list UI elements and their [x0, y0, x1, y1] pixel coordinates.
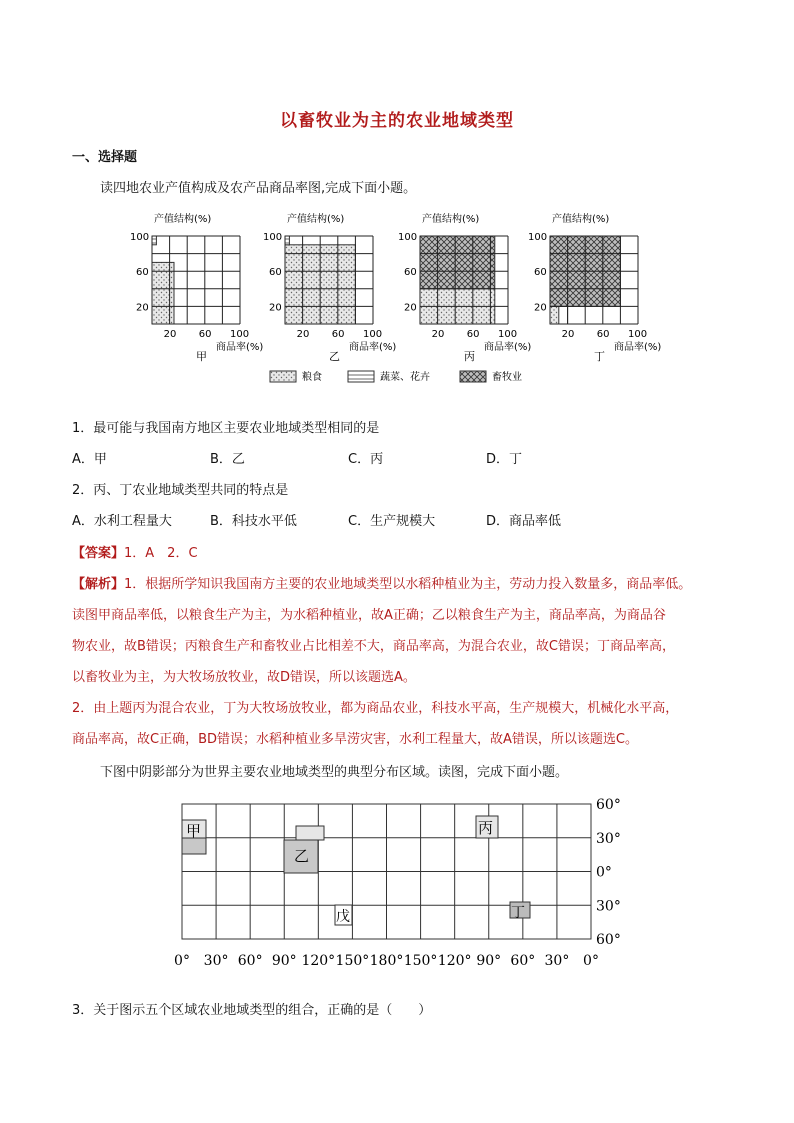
- region-label-wu: 戊: [336, 909, 350, 925]
- legend-vegetable-label: 蔬菜、花卉: [380, 372, 430, 383]
- question-2-option-a[interactable]: A．水利工程量大: [72, 514, 172, 529]
- answer-block: [72, 542, 198, 561]
- longitude-label: 0°: [174, 953, 190, 969]
- y-tick-label: 60: [269, 267, 282, 279]
- x-axis-label: 商品率(%): [349, 342, 397, 353]
- latitude-label: 30°: [596, 898, 621, 915]
- x-tick-label: 100: [363, 329, 383, 340]
- longitude-label: 180°: [369, 953, 404, 969]
- x-tick-label: 20: [561, 329, 575, 340]
- answer-text: 1．A 2．C: [124, 546, 198, 561]
- analysis-line-4: 以畜牧业为主，为大牧场放牧业，故D错误，所以该题选A。: [72, 670, 416, 685]
- longitude-label: 60°: [510, 953, 536, 969]
- panel-name-丁: 丁: [594, 350, 605, 363]
- analysis-line-5: 2．由上题丙为混合农业，丁为大牧场放牧业，都为商品农业，科技水平高，生产规模大，机械化水平高，: [72, 701, 679, 716]
- answer-tag: 【答案】: [72, 546, 125, 561]
- legend-livestock-label: 畜牧业: [492, 372, 522, 383]
- y-axis-label: 产值结构(%): [154, 214, 212, 225]
- y-axis-label: 产值结构(%): [287, 214, 345, 225]
- intro-text-2: 下图中阴影部分为世界主要农业地域类型的典型分布区域。读图，完成下面小题。: [100, 765, 569, 780]
- region-label-ding: 丁: [511, 905, 525, 921]
- analysis-tag: 【解析】: [72, 577, 125, 592]
- y-axis-label: 产值结构(%): [422, 214, 480, 225]
- y-tick-label: 100: [398, 232, 418, 243]
- intro-text-1: 读四地农业产值构成及农产品商品率图,完成下面小题。: [100, 181, 417, 196]
- y-tick-label: 20: [534, 302, 547, 314]
- page-title: 以畜牧业为主的农业地域类型: [280, 111, 514, 131]
- x-tick-label: 60: [198, 329, 212, 340]
- x-tick-label: 60: [466, 329, 480, 340]
- latitude-label: 0°: [596, 864, 612, 881]
- x-tick-label: 20: [296, 329, 310, 340]
- longitude-label: 90°: [271, 953, 297, 969]
- vegetable-area: [152, 236, 156, 245]
- question-2-stem: 2．丙、丁农业地域类型共同的特点是: [72, 483, 289, 498]
- analysis-line-1: [72, 573, 691, 592]
- legend-grain-label: 粮食: [302, 372, 322, 383]
- question-1-option-a[interactable]: A．甲: [72, 452, 107, 467]
- y-tick-label: 20: [136, 302, 149, 314]
- question-3-stem: 3．关于图示五个区域农业地域类型的组合，正确的是（ ）: [72, 1003, 432, 1018]
- production-structure-chart: [120, 206, 680, 402]
- y-tick-label: 60: [136, 267, 149, 279]
- analysis-line-2: 读图甲商品率低，以粮食生产为主，为水稻种植业，故A正确；乙以粮食生产为主，商品率高，为商品谷: [72, 608, 666, 623]
- y-tick-label: 100: [528, 232, 548, 243]
- panel-name-乙: 乙: [329, 350, 340, 363]
- y-tick-label: 60: [404, 267, 417, 279]
- region-jia-shade: [182, 838, 206, 854]
- legend-grain-swatch: [270, 371, 296, 382]
- x-axis-label: 商品率(%): [216, 342, 264, 353]
- longitude-label: 30°: [544, 953, 570, 969]
- region-label-bing: 丙: [478, 819, 494, 837]
- x-tick-label: 100: [230, 329, 250, 340]
- x-tick-label: 20: [163, 329, 177, 340]
- longitude-label: 90°: [476, 953, 502, 969]
- section-heading: 一、选择题: [72, 150, 138, 165]
- panel-name-丙: 丙: [464, 350, 475, 363]
- longitude-label: 0°: [583, 953, 599, 969]
- y-axis-label: 产值结构(%): [552, 214, 610, 225]
- region-label-yi: 乙: [294, 847, 310, 865]
- y-tick-label: 20: [269, 302, 282, 314]
- question-1-option-d[interactable]: D．丁: [486, 452, 523, 467]
- question-1-option-b[interactable]: B．乙: [210, 452, 245, 467]
- livestock-area: [420, 236, 495, 289]
- question-2-option-b[interactable]: B．科技水平低: [210, 514, 297, 529]
- vegetable-area: [285, 236, 289, 245]
- question-1-stem: 1．最可能与我国南方地区主要农业地域类型相同的是: [72, 421, 380, 436]
- grain-area: [550, 306, 559, 324]
- analysis-text-1: 1．根据所学知识我国南方主要的农业地域类型以水稻种植业为主，劳动力投入数量多，商品率低。: [124, 577, 692, 592]
- world-grid-map: [170, 794, 640, 976]
- y-tick-label: 100: [263, 232, 283, 243]
- x-tick-label: 60: [331, 329, 345, 340]
- y-tick-label: 20: [404, 302, 417, 314]
- longitude-label: 150°: [335, 953, 370, 969]
- latitude-label: 60°: [596, 932, 621, 948]
- x-tick-label: 20: [431, 329, 445, 340]
- region-label-jia: 甲: [186, 822, 202, 840]
- region-yi-top: [296, 826, 324, 840]
- question-2-option-c[interactable]: C．生产规模大: [348, 514, 436, 529]
- x-tick-label: 100: [498, 329, 518, 340]
- x-tick-label: 60: [596, 329, 610, 340]
- panel-name-甲: 甲: [196, 350, 207, 363]
- longitude-label: 60°: [237, 953, 263, 969]
- analysis-line-3: 物农业，故B错误；丙粮食生产和畜牧业占比相差不大，商品率高，为混合农业，故C错误；丁商品率高，: [72, 639, 675, 654]
- longitude-label: 120°: [301, 953, 336, 969]
- question-1-option-c[interactable]: C．丙: [348, 452, 384, 467]
- question-2-option-d[interactable]: D．商品率低: [486, 514, 562, 529]
- legend-livestock-swatch: [460, 371, 486, 382]
- y-tick-label: 60: [534, 267, 547, 279]
- analysis-line-6: 商品率高，故C正确，BD错误；水稻种植业多旱涝灾害，水利工程量大，故A错误，所以该题选C。: [72, 732, 638, 747]
- x-tick-label: 100: [628, 329, 648, 340]
- latitude-label: 60°: [596, 797, 621, 813]
- y-tick-label: 100: [130, 232, 150, 243]
- latitude-label: 30°: [596, 830, 621, 847]
- legend-vegetable-swatch: [348, 371, 374, 382]
- longitude-label: 30°: [203, 953, 229, 969]
- x-axis-label: 商品率(%): [614, 342, 662, 353]
- longitude-label: 150°: [403, 953, 438, 969]
- longitude-label: 120°: [437, 953, 472, 969]
- x-axis-label: 商品率(%): [484, 342, 532, 353]
